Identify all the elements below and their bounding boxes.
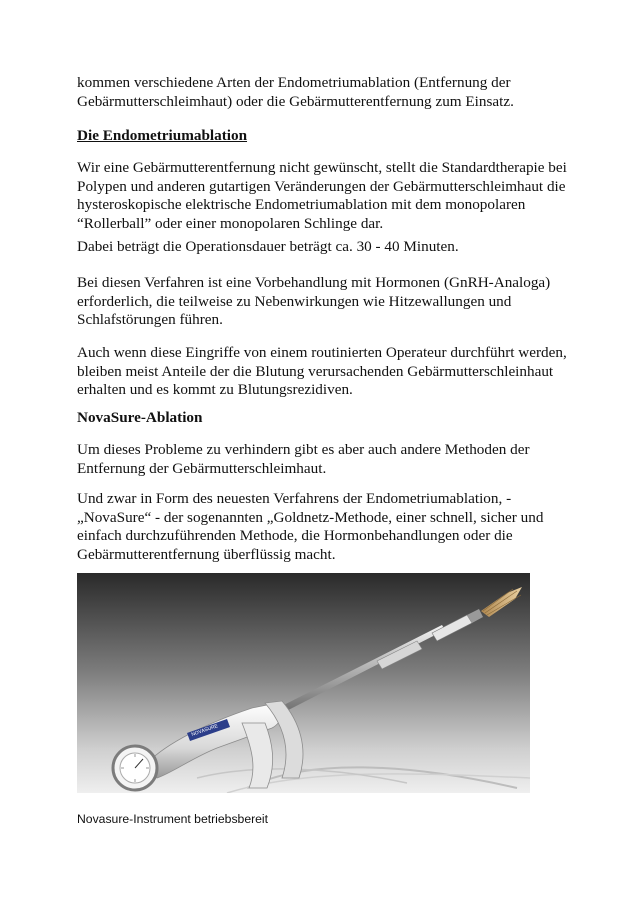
paragraph-standardtherapie: Wir eine Gebärmutterentfernung nicht gewünscht, stellt die Standardtherapie bei Polypen und anderen gutartigen Veränderungen der Gebärmutterschleimhaut die hysteroskopische elektrische Endometriumablation mit dem monopolaren “Rollerball” oder einer monopolaren Schlinge dar. bbox=[77, 159, 567, 232]
figure-caption: Novasure-Instrument betriebsbereit bbox=[77, 812, 269, 826]
paragraph-goldnetz: Und zwar in Form des neuesten Verfahrens der Endometriumablation, - „NovaSure“ - der sogenannten „Goldnetz-Methode, einer schnell, sicher und einfach durchzuführenden Methode, die Hormonbehandlungen oder die Gebärmutterentfernung überflüssig macht. bbox=[77, 490, 544, 563]
heading-endometriumablation: Die Endometriumablation bbox=[77, 127, 248, 144]
paragraph-vorbehandlung: Bei diesen Verfahren ist eine Vorbehandlung mit Hormonen (GnRH-Analoga) erforderlich, die teilweise zu Nebenwirkungen wie Hitzewallungen und Schlafstörungen führen. bbox=[77, 274, 551, 329]
brand-label: NOVASURE bbox=[190, 723, 219, 738]
paragraph-operationsdauer: Dabei beträgt die Operationsdauer beträgt ca. 30 - 40 Minuten. bbox=[77, 238, 459, 255]
paragraph-blutungsrezidive: Auch wenn diese Eingriffe von einem routinierten Operateur durchführt werden, bleiben meist Anteile der die Blutung verursachenden Gebärmutterschleinhaut erhalten und es kommt zu Blutungsrezidiven. bbox=[77, 344, 567, 399]
paragraph-intro: kommen verschiedene Arten der Endometriumablation (Entfernung der Gebärmutterschleimhaut) oder die Gebärmutterentfernung zum Einsatz. bbox=[77, 74, 514, 110]
paragraph-probleme: Um dieses Probleme zu verhindern gibt es aber auch andere Methoden der Entfernung der Gebärmutterschleimhaut. bbox=[77, 441, 530, 477]
novasure-instrument-photo bbox=[77, 573, 530, 793]
heading-novasure: NovaSure-Ablation bbox=[77, 409, 203, 426]
